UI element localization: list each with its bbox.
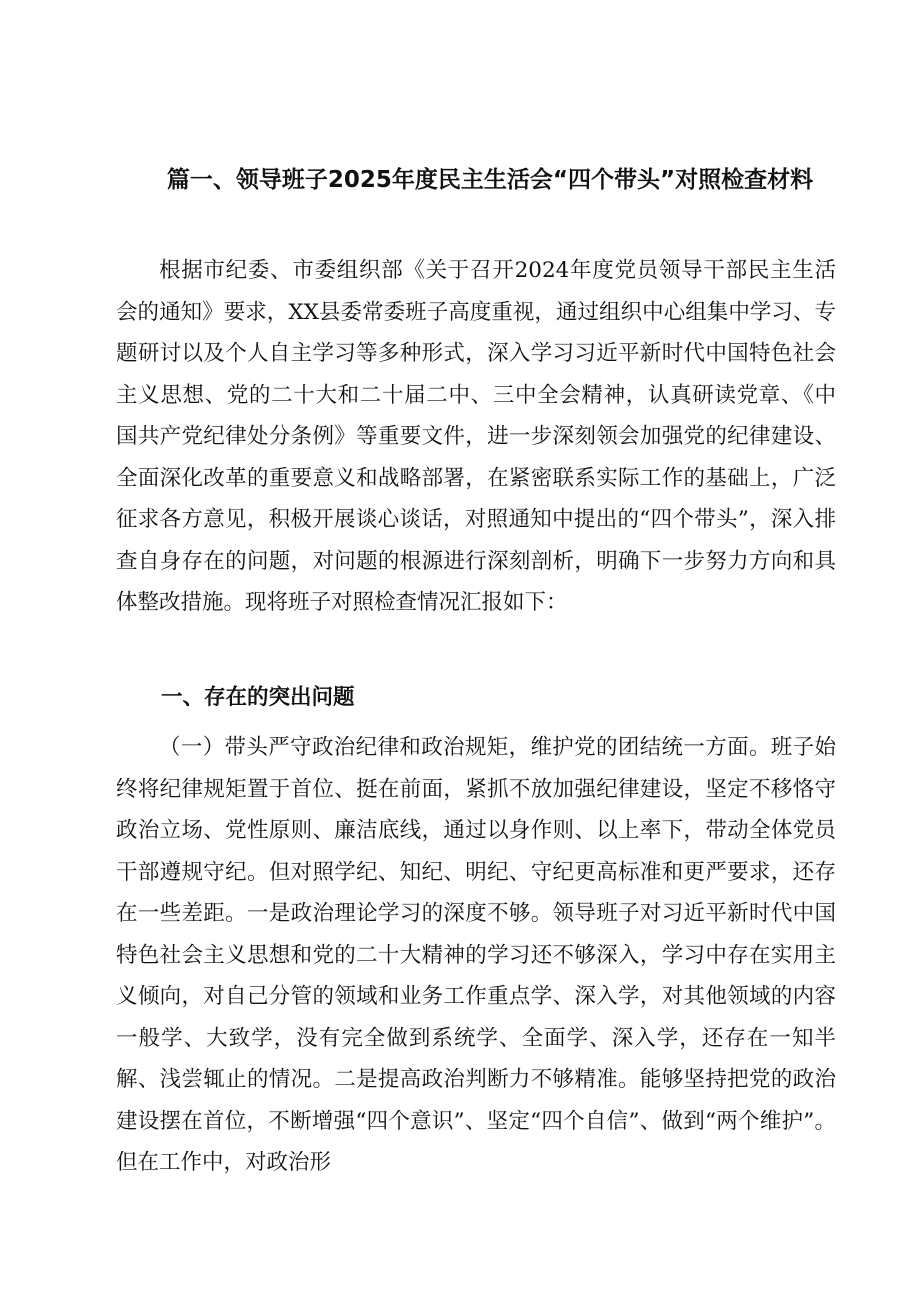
section-heading: 一、存在的突出问题 xyxy=(161,685,355,710)
document-title: 篇一、领导班子2025年度民主生活会“四个带头”对照检查材料 xyxy=(166,167,814,193)
intro-paragraph: 根据市纪委、市委组织部《关于召开2024年度党员领导干部民主生活会的通知》要求，XX县委常委班子高度重视，通过组织中心组集中学习、专题研讨以及个人自主学习等多种形式，深入学习习近平新时代中国特色社会主义思想、党的二十大和二十届二中、三中全会精神，认真研读党章、《中国共产党纪律处分条例》等重要文件，进一步深刻领会加强党的纪律建设、全面深化改革的重要意义和战略部署，在紧密联系实际工作的基础上，广泛征求各方意见，积极开展谈心谈话，对照通知中提出的“四个带头”，深入排查自身存在的问题，对问题的根源进行深刻剖析，明确下一步努力方向和具体整改措施。现将班子对照检查情况汇报如下： xyxy=(116,258,836,615)
problem-paragraph: （一）带头严守政治纪律和政治规矩，维护党的团结统一方面。班子始终将纪律规矩置于首位、挺在前面，紧抓不放加强纪律建设，坚定不移恪守政治立场、党性原则、廉洁底线，通过以身作则、以上率下，带动全体党员干部遵规守纪。但对照学纪、知纪、明纪、守纪更高标准和更严要求，还存在一些差距。一是政治理论学习的深度不够。领导班子对习近平新时代中国特色社会主义思想和党的二十大精神的学习还不够深入，学习中存在实用主义倾向，对自己分管的领域和业务工作重点学、深入学，对其他领域的内容一般学、大致学，没有完全做到系统学、全面学、深入学，还存在一知半解、浅尝辄止的情况。二是提高政治判断力不够精准。能够坚持把党的政治建设摆在首位，不断增强“四个意识”、坚定“四个自信”、做到“两个维护”。但在工作中，对政治形 xyxy=(116,735,836,1175)
